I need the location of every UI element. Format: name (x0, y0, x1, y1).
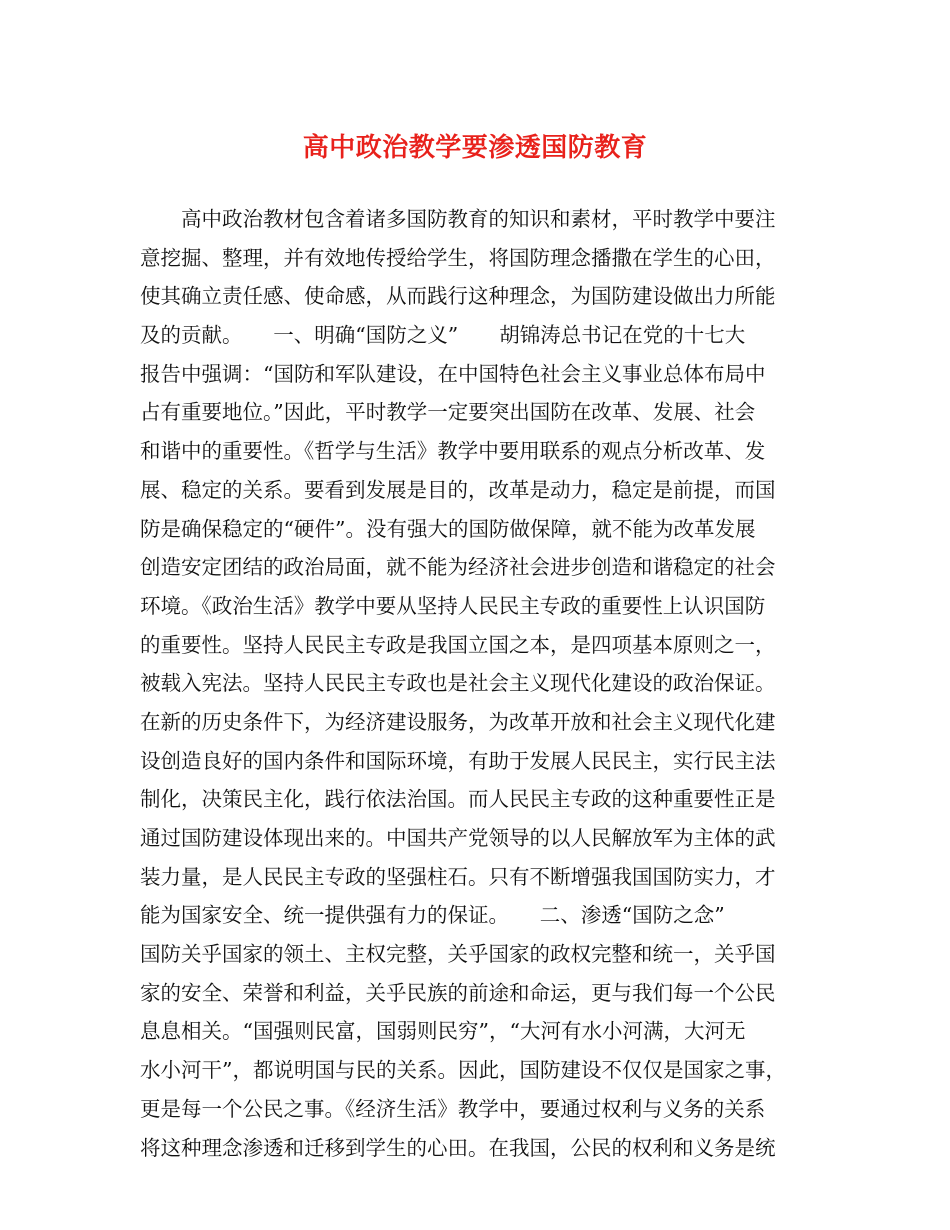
text-line: 国防关乎国家的领土、主权完整，关乎国家的政权完整和统一，关乎国 (140, 942, 776, 967)
text-line: 环境。《政治生活》教学中要从坚持人民民主专政的重要性上认识国防 (140, 593, 766, 618)
document-body (140, 200, 816, 1167)
text-line: 的重要性。坚持人民民主专政是我国立国之本，是四项基本原则之一， (140, 632, 776, 657)
text-line: 展、稳定的关系。要看到发展是目的，改革是动力，稳定是前提，而国 (140, 477, 776, 502)
text-line: 设创造良好的国内条件和国际环境，有助于发展人民民主，实行民主法 (140, 748, 776, 773)
text-line: 占有重要地位。”因此，平时教学一定要突出国防在改革、发展、社会 (140, 400, 756, 425)
text-line: 创造安定团结的政治局面，就不能为经济社会进步创造和谐稳定的社会 (140, 555, 776, 580)
text-line: 和谐中的重要性。《哲学与生活》教学中要用联系的观点分析改革、发 (140, 439, 766, 464)
text-line: 更是每一个公民之事。《经济生活》教学中，要通过权利与义务的关系 (140, 1096, 766, 1121)
text-line: 高中政治教材包含着诸多国防教育的知识和素材，平时教学中要注 (140, 207, 776, 231)
text-line: 装力量，是人民民主专政的坚强柱石。只有不断增强我国国防实力，才 (140, 864, 776, 889)
text-line: 意挖掘、整理，并有效地传授给学生，将国防理念播撒在学生的心田， (140, 245, 776, 270)
text-line: 制化，决策民主化，践行依法治国。而人民民主专政的这种重要性正是 (140, 787, 776, 812)
text-line: 能为国家安全、统一提供强有力的保证。 二、渗透“国防之念” (140, 903, 725, 928)
text-line: 家的安全、荣誉和利益，关乎民族的前途和命运，更与我们每一个公民 (140, 980, 776, 1005)
text-line: 息息相关。“国强则民富，国弱则民穷”，“大河有水小河满，大河无 (140, 1019, 746, 1044)
document-title: 高中政治教学要渗透国防教育 (302, 133, 648, 163)
text-line: 将这种理念渗透和迁移到学生的心田。在我国，公民的权利和义务是统 (140, 1135, 776, 1160)
text-line: 报告中强调：“国防和军队建设，在中国特色社会主义事业总体布局中 (140, 361, 766, 386)
text-line: 水小河干”，都说明国与民的关系。因此，国防建设不仅仅是国家之事， (140, 1058, 786, 1083)
text-line: 通过国防建设体现出来的。中国共产党领导的以人民解放军为主体的武 (140, 826, 776, 850)
text-line: 防是确保稳定的“硬件”。没有强大的国防做保障，就不能为改革发展 (140, 516, 756, 541)
text-line: 及的贡献。 一、明确“国防之义” 胡锦涛总书记在党的十七大 (140, 323, 746, 348)
text-line: 在新的历史条件下，为经济建设服务，为改革开放和社会主义现代化建 (140, 709, 776, 734)
text-line: 使其确立责任感、使命感，从而践行这种理念，为国防建设做出力所能 (140, 284, 776, 309)
text-line: 被载入宪法。坚持人民民主专政也是社会主义现代化建设的政治保证。 (140, 671, 776, 696)
